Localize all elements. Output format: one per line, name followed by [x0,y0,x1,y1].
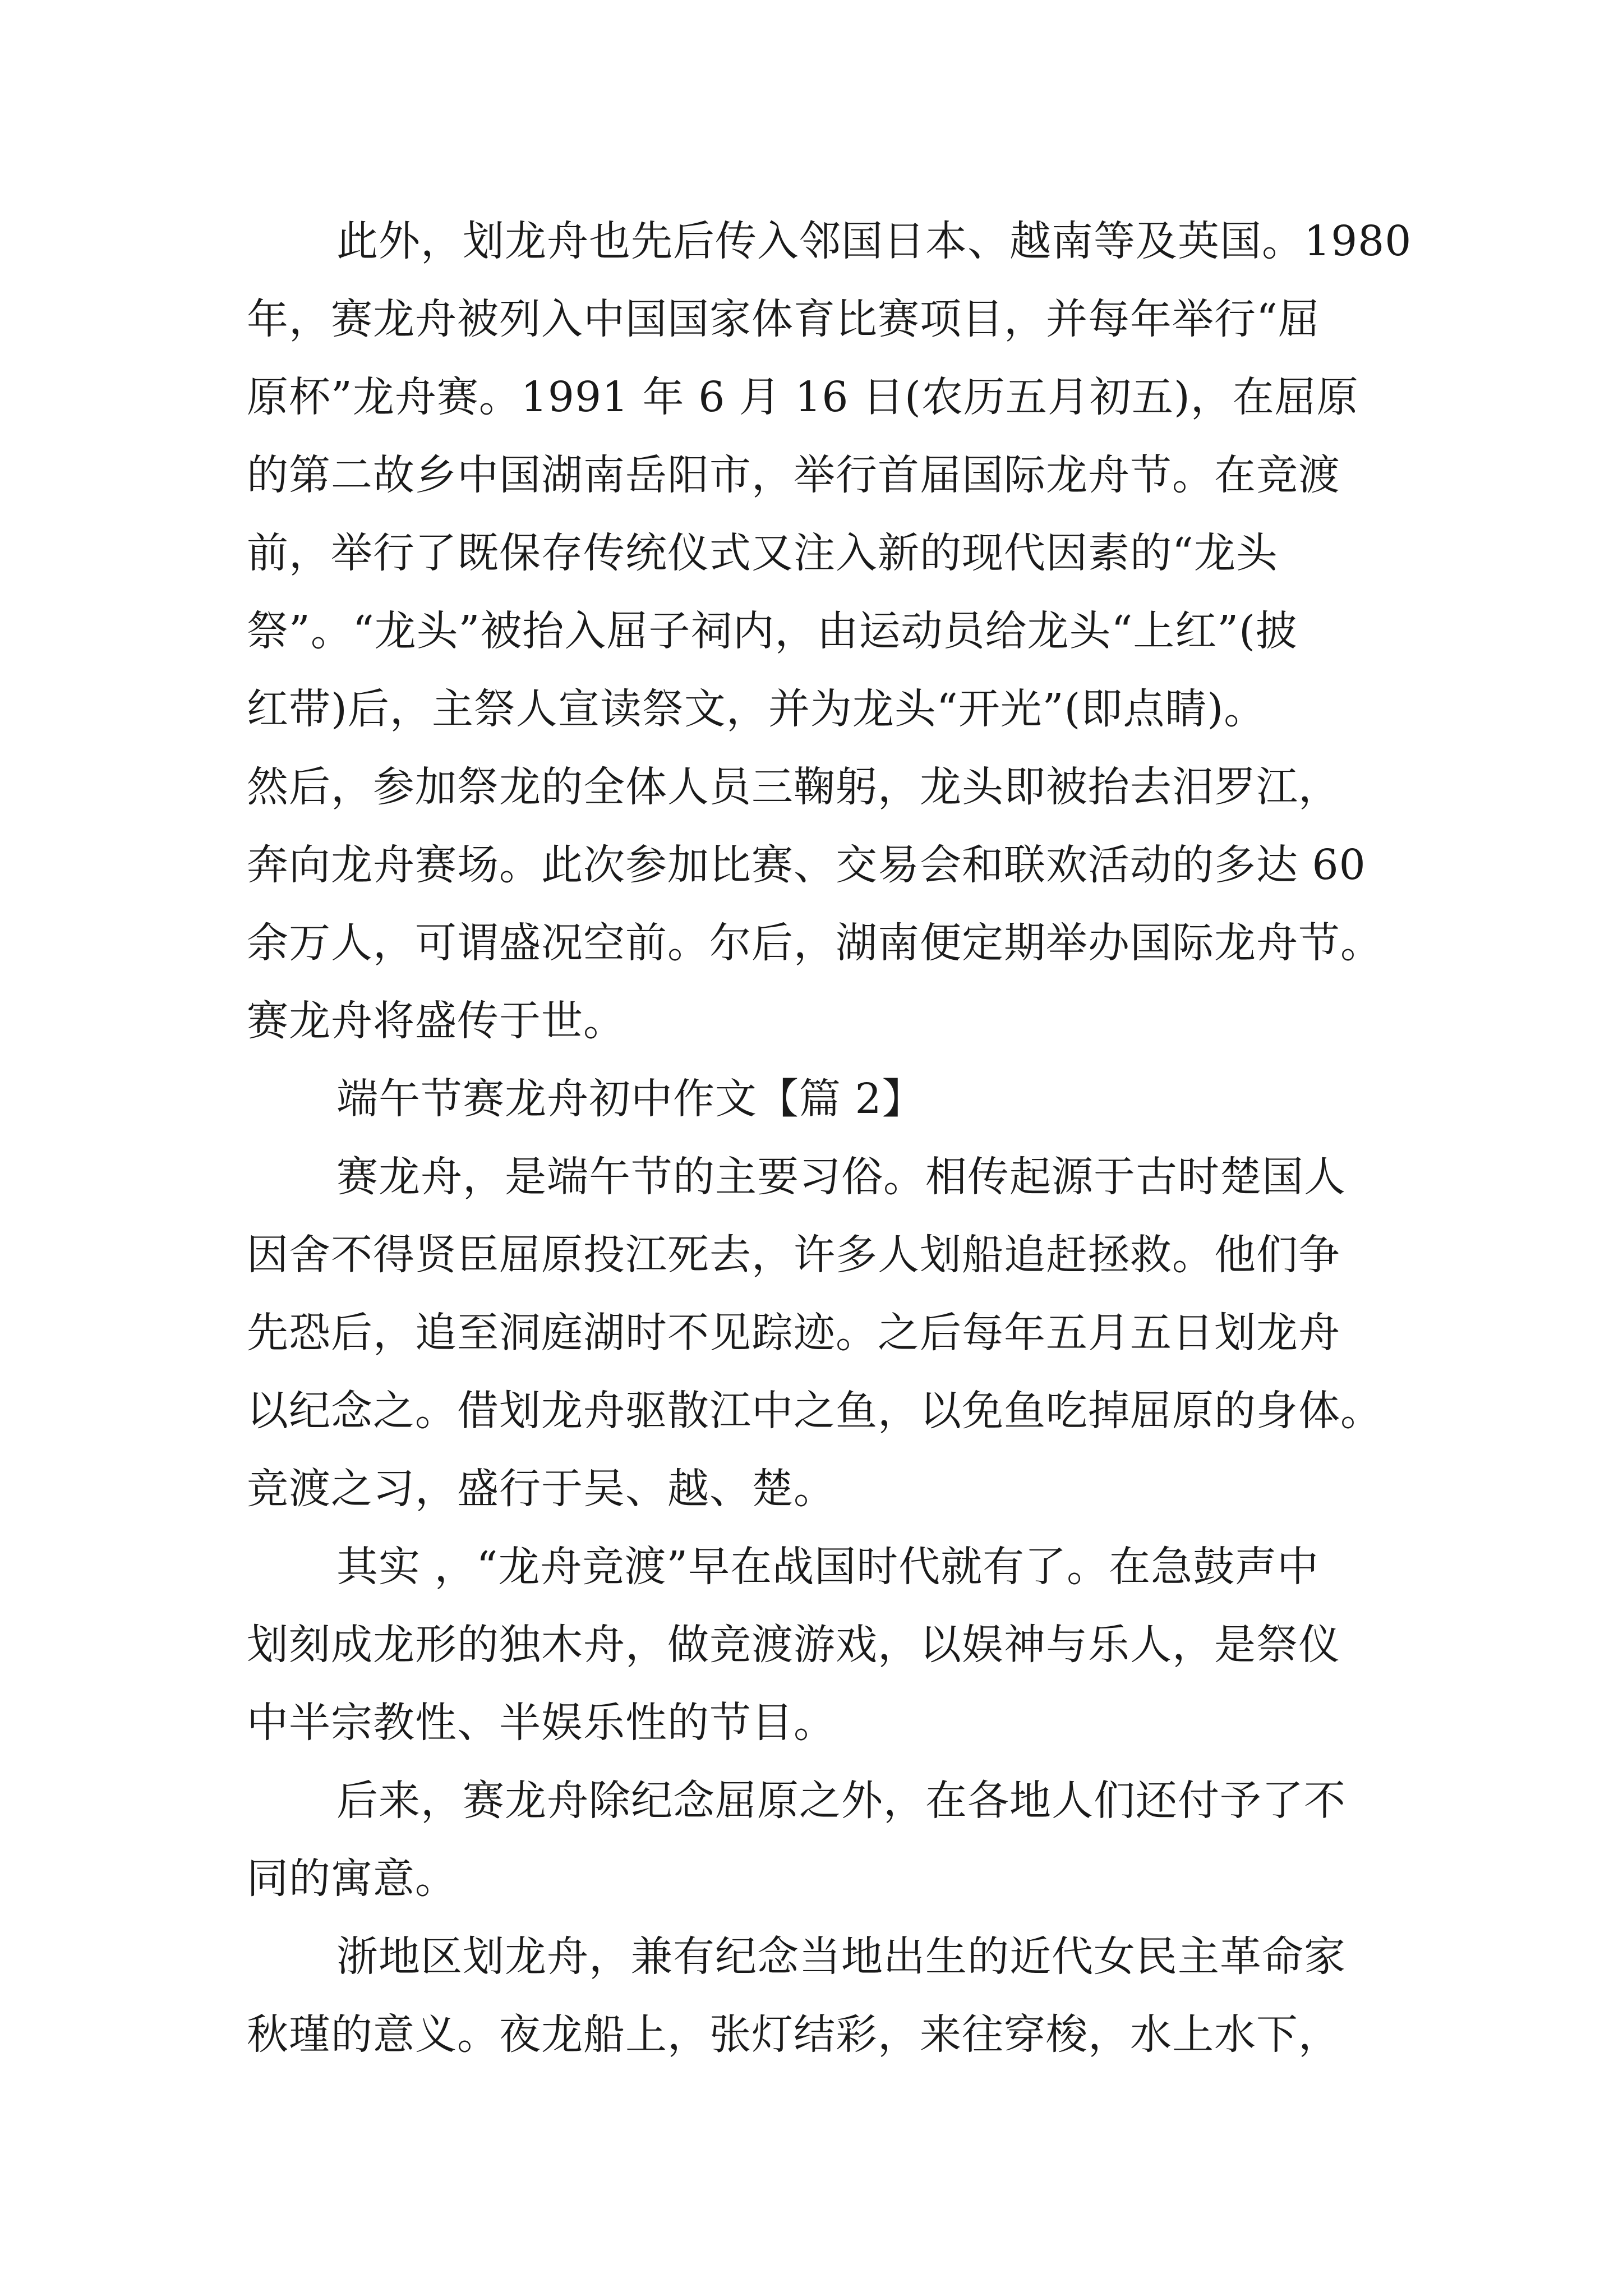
text-line: 祭”。“龙头”被抬入屈子祠内，由运动员给龙头“上红”(披 [247,607,1298,655]
text-line: 后来，赛龙舟除纪念屈原之外，在各地人们还付予了不 [336,1777,1346,1825]
text-line: 前，举行了既保存传统仪式又注入新的现代因素的“龙头 [247,529,1278,577]
text-line: 的第二故乡中国湖南岳阳市，举行首届国际龙舟节。在竞渡 [247,451,1340,499]
text-line: 然后，参加祭龙的全体人员三鞠躬，龙头即被抬去汨罗江， [247,763,1340,811]
section-heading: 端午节赛龙舟初中作文【篇 2】 [336,1075,924,1123]
text-line: 秋瑾的意义。夜龙船上，张灯结彩，来往穿梭，水上水下， [247,2010,1340,2059]
text-line: 余万人，可谓盛况空前。尔后，湖南便定期举办国际龙舟节。 [247,919,1382,967]
text-line: 奔向龙舟赛场。此次参加比赛、交易会和联欢活动的多达 60 [247,841,1366,889]
text-line: 划刻成龙形的独木舟，做竞渡游戏，以娱神与乐人，是祭仪 [247,1621,1340,1669]
text-line: 此外，划龙舟也先后传入邻国日本、越南等及英国。1980 [336,217,1412,265]
text-line: 红带)后，主祭人宣读祭文，并为龙头“开光”(即点睛)。 [247,685,1266,733]
text-line: 中半宗教性、半娱乐性的节目。 [247,1699,836,1747]
text-line: 其实 ，“龙舟竞渡”早在战国时代就有了。在急鼓声中 [336,1543,1320,1591]
text-line: 赛龙舟将盛传于世。 [247,997,625,1045]
text-line: 年，赛龙舟被列入中国国家体育比赛项目，并每年举行“屈 [247,295,1320,343]
text-line: 浙地区划龙舟，兼有纪念当地出生的近代女民主革命家 [336,1932,1346,1981]
text-line: 同的寓意。 [247,1855,457,1903]
text-line: 竞渡之习，盛行于吴、越、楚。 [247,1465,836,1513]
text-line: 赛龙舟，是端午节的主要习俗。相传起源于古时楚国人 [336,1153,1346,1201]
text-line: 先恐后，追至洞庭湖时不见踪迹。之后每年五月五日划龙舟 [247,1309,1340,1357]
text-line: 原杯”龙舟赛。1991 年 6 月 16 日(农历五月初五)，在屈原 [247,373,1359,421]
text-line: 因舍不得贤臣屈原投江死去，许多人划船追赶拯救。他们争 [247,1231,1340,1279]
text-line: 以纪念之。借划龙舟驱散江中之鱼，以免鱼吃掉屈原的身体。 [247,1387,1382,1435]
